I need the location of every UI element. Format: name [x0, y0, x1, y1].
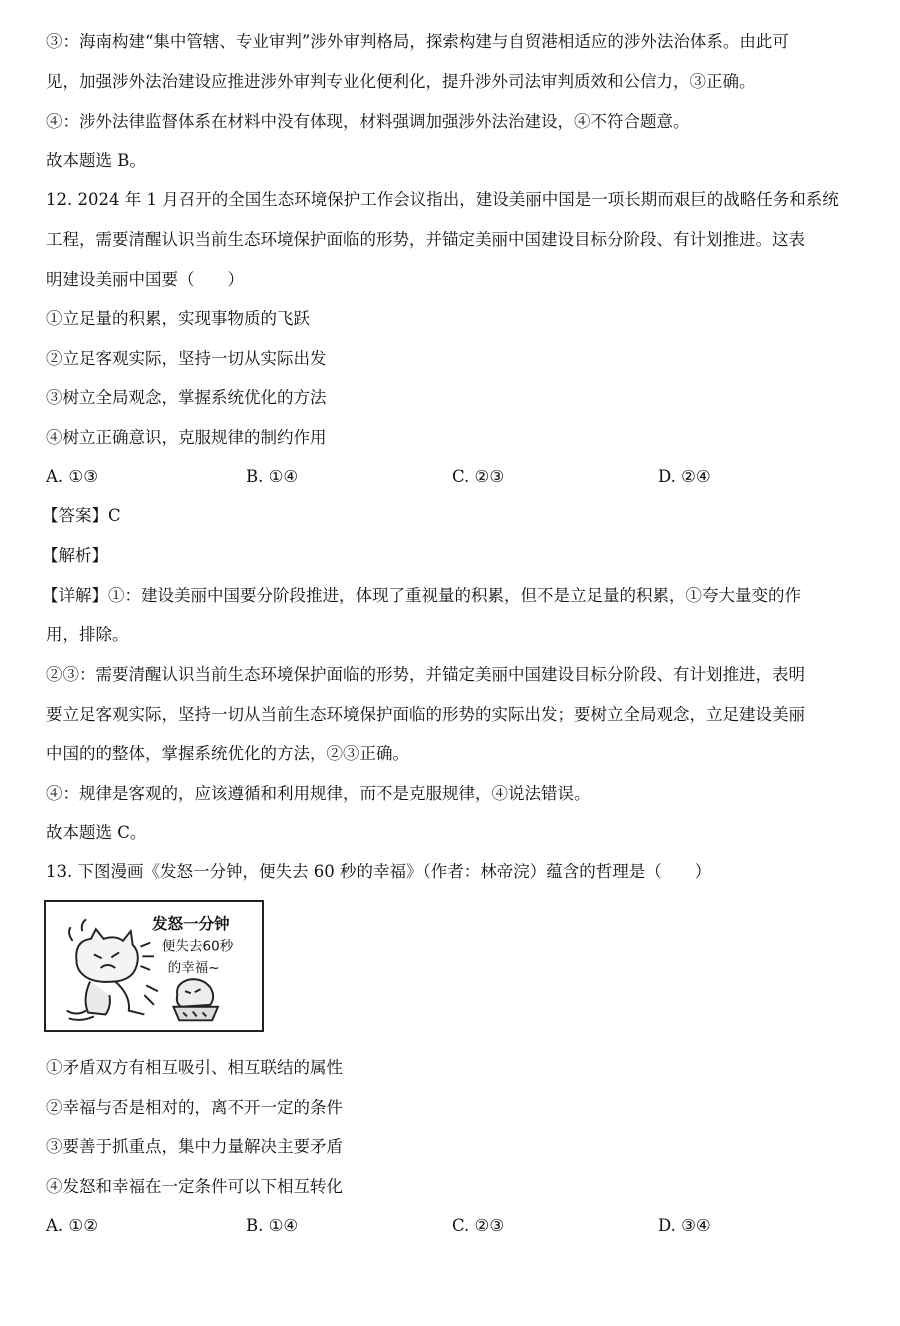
q13-item-1: ①矛盾双方有相互吸引、相互联结的属性 [46, 1058, 343, 1077]
cartoon-drawing [46, 902, 262, 1030]
cartoon-caption-line2: 便失去60秒 [161, 938, 234, 955]
q12-analysis-label: 【解析】 [42, 546, 108, 565]
q12-stem-line2: 工程，需要清醒认识当前生态环境保护面临的形势，并锚定美丽中国建设目标分阶段、有计划推进。这表 [46, 230, 805, 249]
q12-detail23-line3: 中国的的整体，掌握系统优化的方法，②③正确。 [46, 744, 409, 763]
q12-detail-line1: 【详解】①：建设美丽中国要分阶段推进，体现了重视量的积累，但不是立足量的积累，①夸大量变的作 [42, 586, 801, 605]
q12-option-b: B. ①④ [246, 467, 299, 486]
q12-option-c: C. ②③ [452, 467, 505, 486]
q13-options [46, 1214, 866, 1238]
q13-item-4: ④发怒和幸福在一定条件可以下相互转化 [46, 1177, 343, 1196]
cartoon-image [44, 900, 264, 1032]
q12-stem-line3: 明建设美丽中国要（ ） [46, 270, 244, 289]
q12-stem-line1: 12. 2024 年 1 月召开的全国生态环境保护工作会议指出，建设美丽中国是一项长期而艰巨的战略任务和系统 [46, 190, 839, 209]
q13-stem: 13. 下图漫画《发怒一分钟，便失去 60 秒的幸福》（作者：林帝浣）蕴含的哲理是（ ） [46, 862, 712, 881]
q12-detail-line2: 用，排除。 [46, 625, 129, 644]
prev-analysis-3-line2: 见，加强涉外法治建设应推进涉外审判专业化便利化，提升涉外司法审判质效和公信力，③正确。 [46, 72, 756, 91]
pot-creature-illustration [173, 979, 218, 1020]
angry-cat-illustration [67, 919, 158, 1019]
q12-option-d: D. ②④ [658, 467, 711, 486]
q13-option-d: D. ③④ [658, 1216, 711, 1235]
q12-options [46, 465, 866, 489]
cartoon-caption [151, 914, 234, 976]
q12-item-1: ①立足量的积累，实现事物质的飞跃 [46, 309, 310, 328]
q13-option-c: C. ②③ [452, 1216, 505, 1235]
q13-item-2: ②幸福与否是相对的，离不开一定的条件 [46, 1098, 343, 1117]
q12-detail-4: ④：规律是客观的，应该遵循和利用规律，而不是克服规律，④说法错误。 [46, 784, 591, 803]
q13-item-3: ③要善于抓重点，集中力量解决主要矛盾 [46, 1137, 343, 1156]
q12-detail23-line2: 要立足客观实际，坚持一切从当前生态环境保护面临的形势的实际出发；要树立全局观念，立足建设美丽 [46, 705, 805, 724]
q12-conclusion: 故本题选 C。 [46, 823, 147, 842]
q12-option-a: A. ①③ [46, 467, 98, 486]
q12-item-2: ②立足客观实际，坚持一切从实际出发 [46, 349, 327, 368]
prev-analysis-4: ④：涉外法律监督体系在材料中没有体现，材料强调加强涉外法治建设，④不符合题意。 [46, 112, 690, 131]
prev-conclusion: 故本题选 B。 [46, 151, 146, 170]
q13-option-a: A. ①② [46, 1216, 98, 1235]
prev-analysis-3-line1: ③：海南构建“集中管辖、专业审判”涉外审判格局，探索构建与自贸港相适应的涉外法治体系。由此可 [46, 32, 789, 51]
q13-option-b: B. ①④ [246, 1216, 299, 1235]
cartoon-caption-line1: 发怒一分钟 [152, 915, 230, 934]
q12-answer: 【答案】C [42, 506, 121, 525]
q12-item-3: ③树立全局观念，掌握系统优化的方法 [46, 388, 327, 407]
cartoon-caption-line3: 的幸福~ [167, 959, 220, 976]
q12-detail23-line1: ②③：需要清醒认识当前生态环境保护面临的形势，并锚定美丽中国建设目标分阶段、有计划推进，表明 [46, 665, 805, 684]
q12-item-4: ④树立正确意识，克服规律的制约作用 [46, 428, 327, 447]
